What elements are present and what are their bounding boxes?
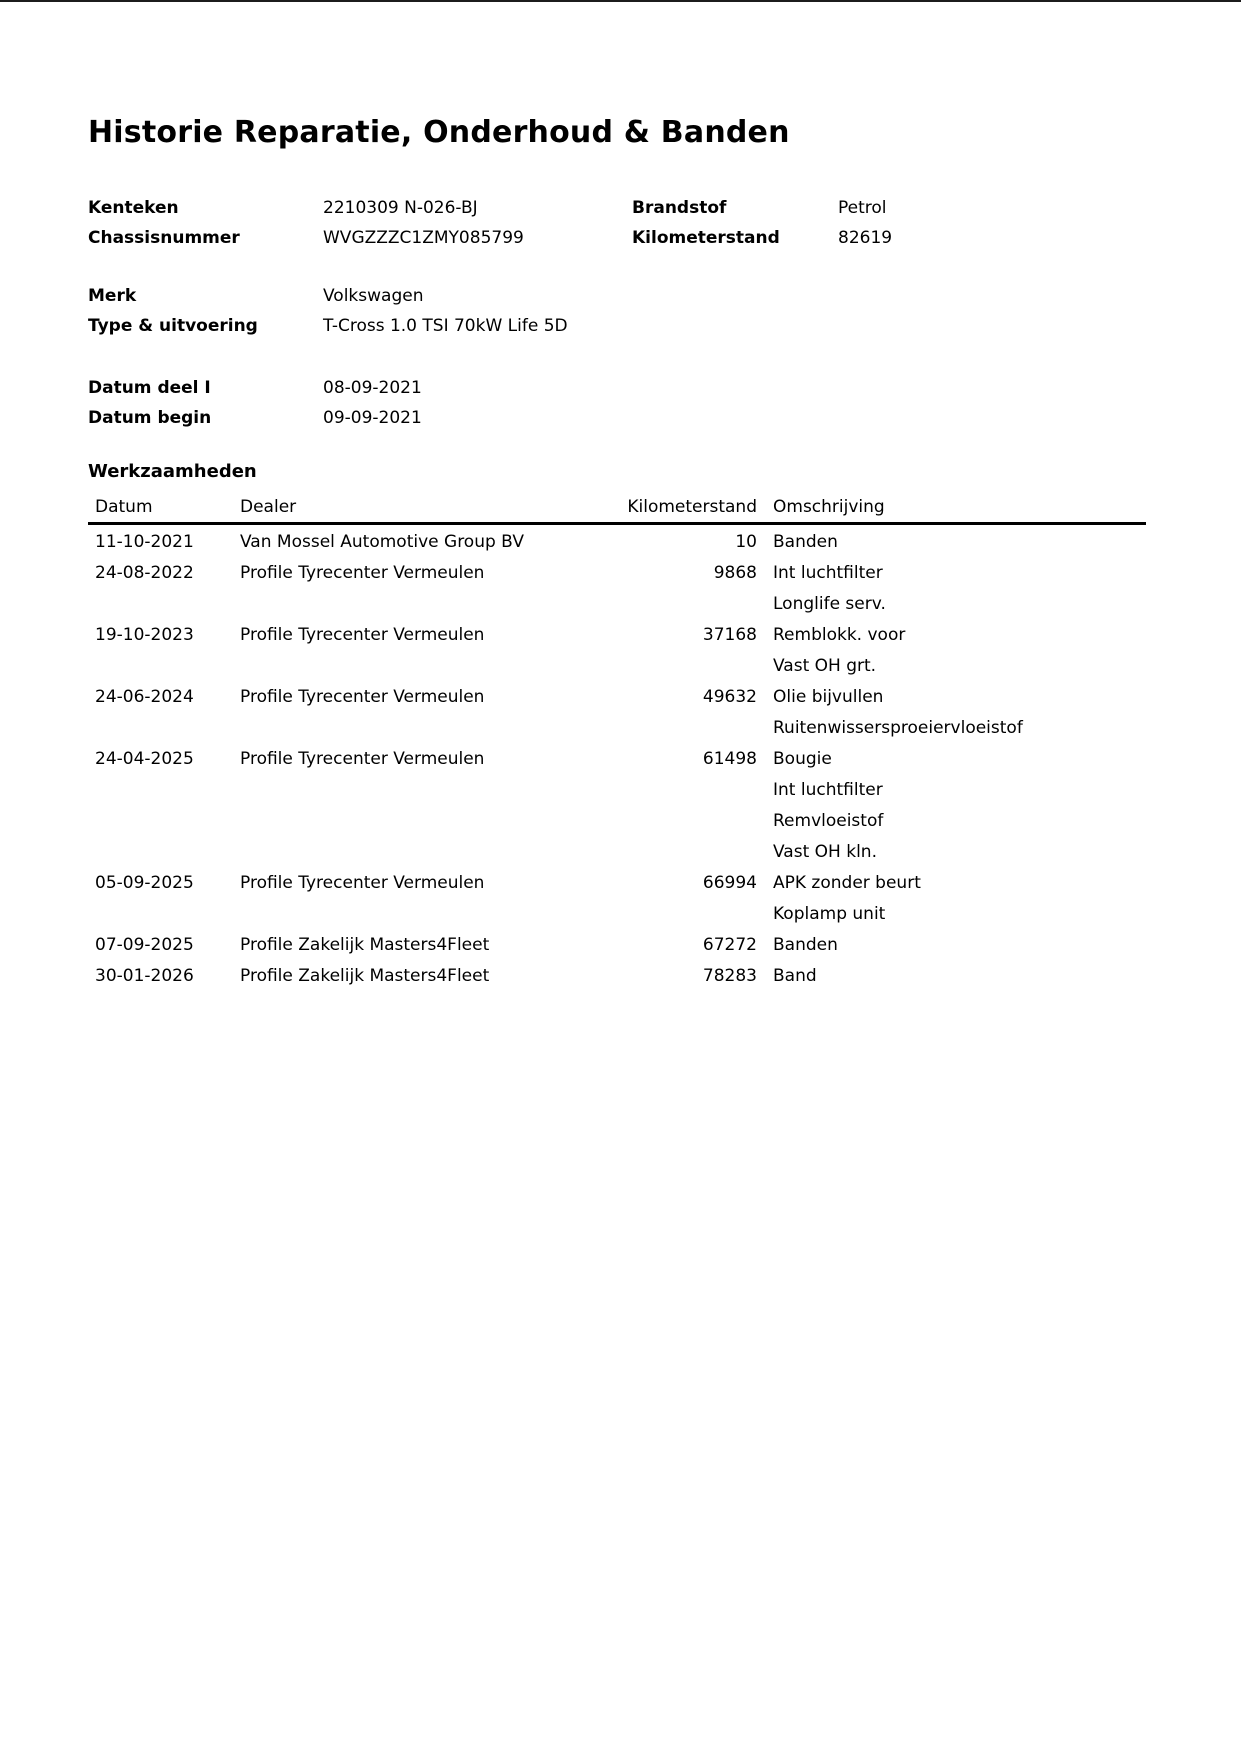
cell-kilometerstand: 10 [735,532,757,552]
cell-kilometerstand [612,651,757,682]
cell-dealer: Van Mossel Automotive Group BV [240,532,524,552]
work-history-table [88,492,1146,992]
cell-datum: 24-08-2022 [95,563,194,583]
cell-kilometerstand [612,899,757,930]
cell-omschrijving: Remblokk. voor [773,625,906,645]
cell-omschrijving: Olie bijvullen [773,687,884,707]
column-header-omschrijving: Omschrijving [773,497,885,517]
cell-kilometerstand: 9868 [713,563,757,583]
datum-begin-label: Datum begin [88,408,212,428]
table-row [88,527,1146,558]
vehicle-make-section [88,281,1146,341]
cell-datum [88,806,240,837]
table-row [88,899,1146,930]
kenteken-label: Kenteken [88,198,179,218]
table-row [88,620,1146,651]
cell-dealer: Profile Tyrecenter Vermeulen [240,625,485,645]
table-row [88,806,1146,837]
cell-omschrijving: Bougie [773,749,832,769]
cell-omschrijving: Longlife serv. [773,594,886,614]
kilometerstand-label: Kilometerstand [632,228,780,248]
cell-omschrijving: Koplamp unit [773,904,886,924]
table-row [88,744,1146,775]
datum-deel-value: 08-09-2021 [323,378,422,398]
brandstof-value: Petrol [838,198,887,218]
cell-omschrijving: Band [773,966,817,986]
cell-omschrijving: Remvloeistof [773,811,884,831]
cell-kilometerstand: 37168 [702,625,757,645]
cell-kilometerstand: 66994 [702,873,757,893]
cell-kilometerstand [612,806,757,837]
table-row [88,589,1146,620]
cell-kilometerstand: 67272 [702,935,757,955]
cell-datum [88,651,240,682]
table-row [88,651,1146,682]
cell-datum [88,589,240,620]
chassisnummer-value: WVGZZZC1ZMY085799 [323,228,524,248]
table-row [88,713,1146,744]
kilometerstand-value: 82619 [838,228,893,248]
page-title: Historie Reparatie, Onderhoud & Banden [88,115,790,150]
cell-kilometerstand [612,837,757,868]
page-top-border [0,0,1241,2]
cell-dealer: Profile Tyrecenter Vermeulen [240,563,485,583]
table-row [88,868,1146,899]
cell-omschrijving: Banden [773,532,838,552]
cell-dealer [240,651,612,682]
table-row [88,775,1146,806]
cell-dealer [240,775,612,806]
cell-datum: 05-09-2025 [95,873,194,893]
cell-datum: 24-06-2024 [95,687,194,707]
cell-dealer [240,713,612,744]
cell-datum: 19-10-2023 [95,625,194,645]
column-header-datum: Datum [95,497,153,517]
cell-dealer: Profile Tyrecenter Vermeulen [240,873,485,893]
cell-dealer [240,837,612,868]
cell-dealer [240,899,612,930]
merk-label: Merk [88,286,137,306]
cell-datum: 11-10-2021 [95,532,194,552]
table-row [88,682,1146,713]
datum-begin-value: 09-09-2021 [323,408,422,428]
vehicle-identity-section [88,193,1146,253]
type-uitvoering-value: T-Cross 1.0 TSI 70kW Life 5D [323,316,568,336]
table-row [88,837,1146,868]
cell-omschrijving: Int luchtfilter [773,563,883,583]
cell-dealer: Profile Zakelijk Masters4Fleet [240,966,490,986]
cell-datum: 07-09-2025 [95,935,194,955]
cell-datum [88,775,240,806]
work-table-header [88,492,1146,522]
cell-omschrijving: Vast OH kln. [773,842,877,862]
cell-kilometerstand [612,775,757,806]
column-header-dealer: Dealer [240,497,297,517]
registration-dates-section [88,373,1146,433]
cell-datum [88,837,240,868]
cell-omschrijving: APK zonder beurt [773,873,921,893]
work-table-body [88,527,1146,992]
cell-dealer: Profile Tyrecenter Vermeulen [240,687,485,707]
type-uitvoering-label: Type & uitvoering [88,316,258,336]
table-row [88,961,1146,992]
cell-kilometerstand: 78283 [702,966,757,986]
cell-omschrijving: Ruitenwissersproeiervloeistof [773,718,1023,738]
column-header-kilometerstand: Kilometerstand [627,497,757,517]
werkzaamheden-section-title: Werkzaamheden [88,461,257,482]
cell-datum: 30-01-2026 [95,966,194,986]
cell-datum: 24-04-2025 [95,749,194,769]
cell-omschrijving: Vast OH grt. [773,656,877,676]
cell-kilometerstand [612,713,757,744]
table-header-rule [88,522,1146,525]
cell-dealer [240,806,612,837]
cell-kilometerstand [612,589,757,620]
merk-value: Volkswagen [323,286,424,306]
kenteken-value: 2210309 N-026-BJ [323,198,478,218]
cell-datum [88,713,240,744]
table-row [88,558,1146,589]
cell-dealer: Profile Tyrecenter Vermeulen [240,749,485,769]
chassisnummer-label: Chassisnummer [88,228,240,248]
cell-kilometerstand: 49632 [702,687,757,707]
cell-omschrijving: Int luchtfilter [773,780,883,800]
datum-deel-label: Datum deel I [88,378,211,398]
cell-omschrijving: Banden [773,935,838,955]
brandstof-label: Brandstof [632,198,727,218]
cell-dealer: Profile Zakelijk Masters4Fleet [240,935,490,955]
table-row [88,930,1146,961]
cell-kilometerstand: 61498 [702,749,757,769]
cell-datum [88,899,240,930]
cell-dealer [240,589,612,620]
